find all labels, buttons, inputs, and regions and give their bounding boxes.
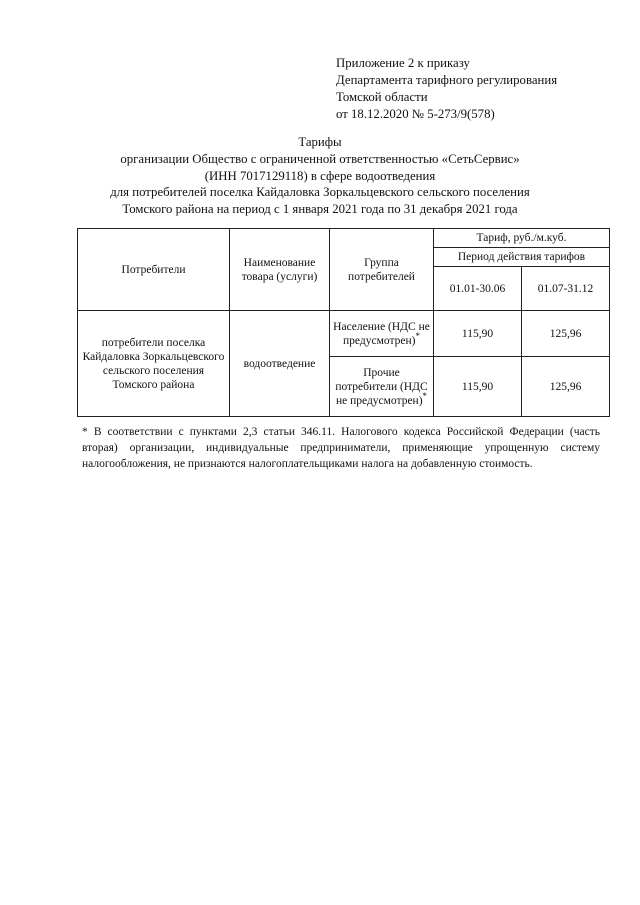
header-consumers: Потребители xyxy=(78,229,230,311)
group-label: Население (НДС не предусмотрен) xyxy=(333,320,430,347)
tariff-value-period-1: 115,90 xyxy=(434,357,522,417)
header-goods: Наименование товара (услуги) xyxy=(230,229,330,311)
group-label: Прочие потребители (НДС не предусмотрен) xyxy=(335,366,428,407)
footnote: * В соответствии с пунктами 2,3 статьи 346.11. Налогового кодекса Российской Федерации (часть вторая) организации, индивидуальные предприниматели, применяющие упрощенную систему налогообложения, не признаются налогоплательщиками налога на добавленную стоимость. xyxy=(82,426,600,470)
title-line-3: (ИНН 7017129118) в сфере водоотведения xyxy=(204,168,436,183)
appendix-line-2: Департамента тарифного регулирования xyxy=(336,73,558,87)
table-row xyxy=(78,311,610,357)
footnote-mark: * xyxy=(422,390,428,401)
group-cell xyxy=(330,311,434,357)
footnote-mark: * xyxy=(415,330,420,341)
document-title xyxy=(60,134,580,218)
tariff-table xyxy=(77,228,610,417)
header-period-1: 01.01-30.06 xyxy=(434,267,522,311)
tariff-value-period-1: 115,90 xyxy=(434,311,522,357)
goods-cell: водоотведение xyxy=(230,311,330,417)
title-line-2: организации Общество с ограниченной ответственностью «СетьСервис» xyxy=(120,151,520,166)
group-cell xyxy=(330,357,434,417)
header-group: Группа потребителей xyxy=(330,229,434,311)
header-period-2: 01.07-31.12 xyxy=(522,267,610,311)
header-tariff: Тариф, руб./м.куб. xyxy=(434,229,610,248)
appendix-line-4: от 18.12.2020 № 5-273/9(578) xyxy=(336,107,495,121)
title-line-4: для потребителей поселка Кайдаловка Зоркальцевского сельского поселения xyxy=(110,185,530,200)
header-period: Период действия тарифов xyxy=(434,248,610,267)
title-line-5: Томского района на период с 1 января 2021 года по 31 декабря 2021 года xyxy=(122,202,518,217)
tariff-value-period-2: 125,96 xyxy=(522,357,610,417)
appendix-header xyxy=(336,55,557,123)
tariff-value-period-2: 125,96 xyxy=(522,311,610,357)
title-line-1: Тарифы xyxy=(298,135,342,149)
appendix-line-3: Томской области xyxy=(336,90,428,104)
appendix-line-1: Приложение 2 к приказу xyxy=(336,56,470,70)
consumers-cell: потребители поселка Кайдаловка Зоркальцевского сельского поселения Томского района xyxy=(78,311,230,417)
